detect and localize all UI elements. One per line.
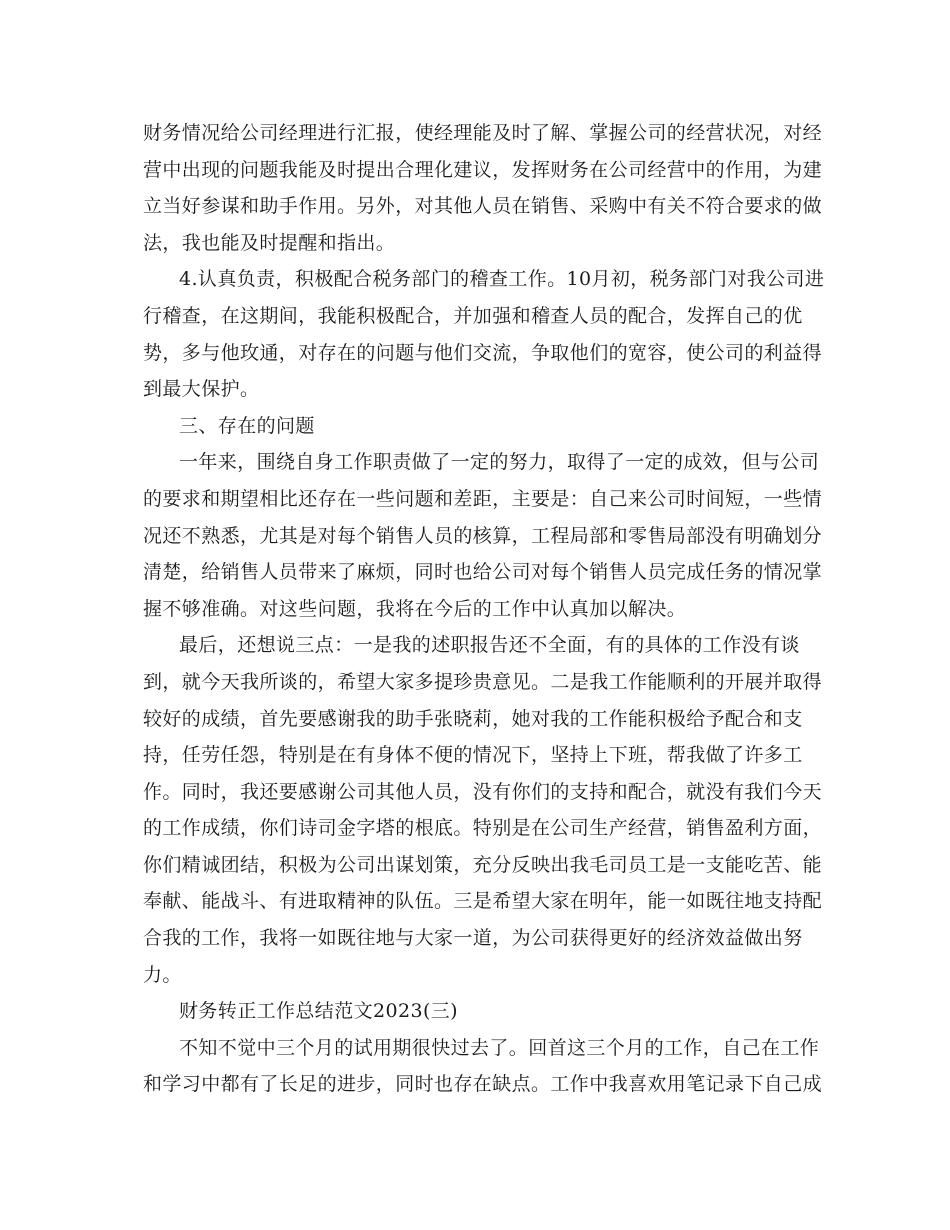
text-line: 最后，还想说三点：一是我的述职报告还不全面，有的具体的工作没有谈 (179, 634, 800, 657)
text-line: 到，就今天我所谈的，希望大家多提珍贵意见。二是我工作能顺利的开展并取得 (143, 670, 823, 693)
text-line: 握不够准确。对这些问题，我将在今后的工作中认真加以解决。 (143, 597, 687, 620)
text-line: 合我的工作，我将一如既往地与大家一道，为公司获得更好的经济效益做出努 (143, 927, 803, 950)
text-line: 较好的成绩，首先要感谢我的助手张晓莉，她对我的工作能积极给予配合和支 (143, 707, 803, 730)
text-line: 财务转正工作总结范文2023(三) (179, 1000, 458, 1023)
text-line: 持，任劳任怨，特别是在有身体不便的情况下，坚持上下班，帮我做了许多工 (143, 744, 803, 767)
text-line: 行稽查，在这期间，我能积极配合，并加强和稽查人员的配合，发挥自己的优 (143, 304, 803, 327)
text-line: 到最大保护。 (143, 378, 260, 401)
text-line: 作。同时，我还要感谢公司其他人员，没有你们的支持和配合，就没有我们今天 (143, 780, 823, 803)
text-line: 况还不熟悉，尤其是对每个销售人员的核算，工程局部和零售局部没有明确划分 (143, 524, 823, 547)
text-line: 的工作成绩，你们诗司金字塔的根底。特别是在公司生产经营，销售盈利方面， (143, 817, 823, 840)
document-body (143, 115, 825, 1103)
text-line: 的要求和期望相比还存在一些问题和差距，主要是：自己来公司时间短，一些情 (143, 487, 823, 510)
text-line: 清楚，给销售人员带来了麻烦，同时也给公司对每个销售人员完成任务的情况掌 (143, 561, 823, 584)
text-line: 奉献、能战斗、有进取精神的队伍。三是希望大家在明年，能一如既往地支持配 (143, 890, 823, 913)
text-line: 三、存在的问题 (179, 414, 315, 437)
text-line: 法，我也能及时提醒和指出。 (143, 231, 396, 254)
text-line: 力。 (143, 963, 182, 986)
text-line: 财务情况给公司经理进行汇报，使经理能及时了解、掌握公司的经营状况，对经 (143, 122, 823, 144)
text-line: 和学习中都有了长足的进步，同时也存在缺点。工作中我喜欢用笔记录下自己成 (143, 1073, 823, 1096)
text-line: 立当好参谋和助手作用。另外，对其他人员在销售、采购中有关不符合要求的做 (143, 195, 823, 218)
text-line: 一年来，围绕自身工作职责做了一定的努力，取得了一定的成效，但与公司 (179, 451, 820, 474)
text-line: 营中出现的问题我能及时提出合理化建议，发挥财务在公司经营中的作用，为建 (143, 158, 823, 181)
text-line: 你们精诚团结，积极为公司出谋划策，充分反映出我毛司员工是一支能吃苦、能 (143, 853, 823, 876)
text-line: 不知不觉中三个月的试用期很快过去了。回首这三个月的工作，自己在工作 (179, 1036, 820, 1059)
text-line: 4.认真负责，积极配合税务部门的稽查工作。10月初，税务部门对我公司进 (179, 268, 825, 291)
text-line: 势，多与他玫通，对存在的问题与他们交流，争取他们的宽容，使公司的利益得 (143, 341, 823, 364)
